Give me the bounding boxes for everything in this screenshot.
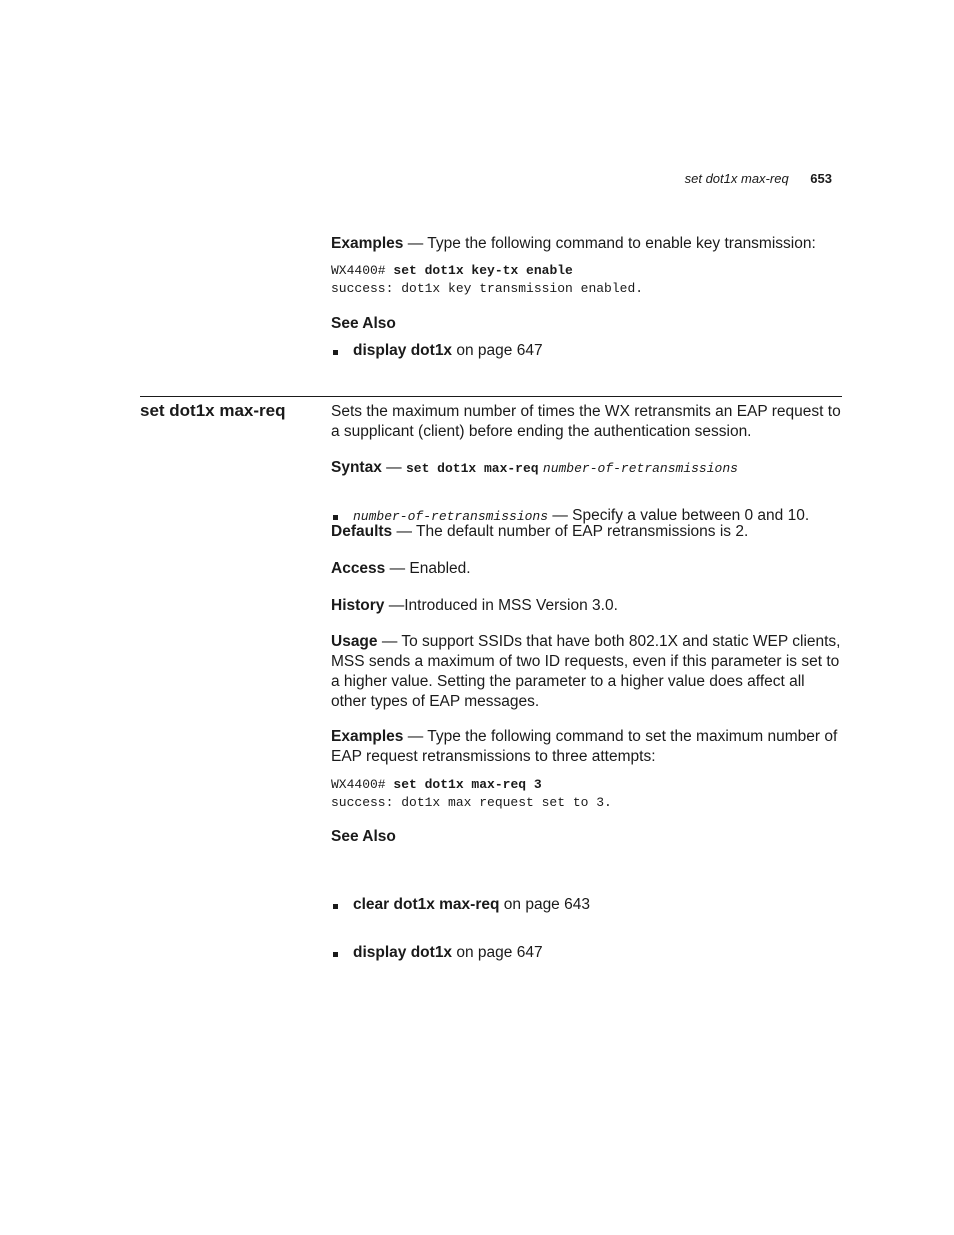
prev-see-also-text: on page 647 (452, 342, 543, 359)
prev-cmd-output: success: dot1x key transmission enabled. (331, 281, 644, 296)
see-also-item (331, 895, 865, 915)
defaults-label: Defaults (331, 523, 393, 540)
parameter-name: number-of-retransmissions (353, 509, 549, 524)
example-command: set dot1x max-req 3 (393, 777, 542, 792)
page-number: 653 (810, 171, 832, 186)
usage-label: Usage (331, 633, 378, 650)
examples-text: — Type the following command to set the maximum number of EAP request retransmissions to three attempts: (331, 728, 838, 765)
prev-see-also-heading: See Also (331, 315, 396, 332)
section-divider (140, 396, 842, 397)
examples-label: Examples (331, 728, 404, 745)
example-code-block (331, 776, 843, 812)
history-text: —Introduced in MSS Version 3.0. (384, 597, 618, 614)
see-also-item (331, 943, 865, 963)
prev-cmd: set dot1x key-tx enable (393, 263, 573, 278)
access-label: Access (331, 560, 386, 577)
usage-text: — To support SSIDs that have both 802.1X and static WEP clients, MSS sends a maximum of two ID requests, even if this parameter is set to a higher value. Setting the parameter to a higher value does affect all other types of EAP messages. (331, 633, 841, 710)
example-prompt: WX4400# (331, 777, 394, 792)
prev-see-also-link[interactable]: display dot1x (353, 342, 453, 359)
prev-code-block (331, 262, 843, 298)
access-paragraph (331, 559, 843, 579)
history-label: History (331, 597, 385, 614)
running-header (685, 171, 832, 186)
see-also-text: on page 643 (499, 896, 590, 913)
see-also-link-clear-dot1x-max-req[interactable]: clear dot1x max-req (353, 896, 500, 913)
syntax-dash: — (381, 459, 406, 476)
prev-cmd-prompt: WX4400# (331, 263, 394, 278)
history-paragraph (331, 596, 843, 616)
defaults-paragraph (331, 522, 843, 542)
prev-examples-label: Examples (331, 235, 404, 252)
section-title: set dot1x max-req (140, 401, 286, 420)
see-also-heading: See Also (331, 828, 396, 845)
access-text: — Enabled. (385, 560, 471, 577)
see-also-text: on page 647 (452, 944, 543, 961)
syntax-line (331, 458, 843, 479)
running-header-title: set dot1x max-req (684, 171, 789, 186)
usage-paragraph (331, 632, 843, 712)
syntax-command: set dot1x max-req (405, 461, 539, 476)
prev-examples-text: — Type the following command to enable key transmission: (403, 235, 816, 252)
syntax-label: Syntax (331, 459, 382, 476)
example-output: success: dot1x max request set to 3. (331, 795, 612, 810)
parameter-description: — Specify a value between 0 and 10. (548, 507, 810, 524)
section-description: Sets the maximum number of times the WX retransmits an EAP request to a supplicant (client) before ending the authentication session. (331, 403, 841, 440)
examples-paragraph (331, 727, 843, 767)
see-also-link-display-dot1x[interactable]: display dot1x (353, 944, 453, 961)
prev-examples-paragraph (331, 234, 843, 254)
prev-see-also-item (331, 341, 865, 361)
syntax-parameter: number-of-retransmissions (542, 461, 738, 476)
defaults-text: — The default number of EAP retransmissions is 2. (392, 523, 749, 540)
